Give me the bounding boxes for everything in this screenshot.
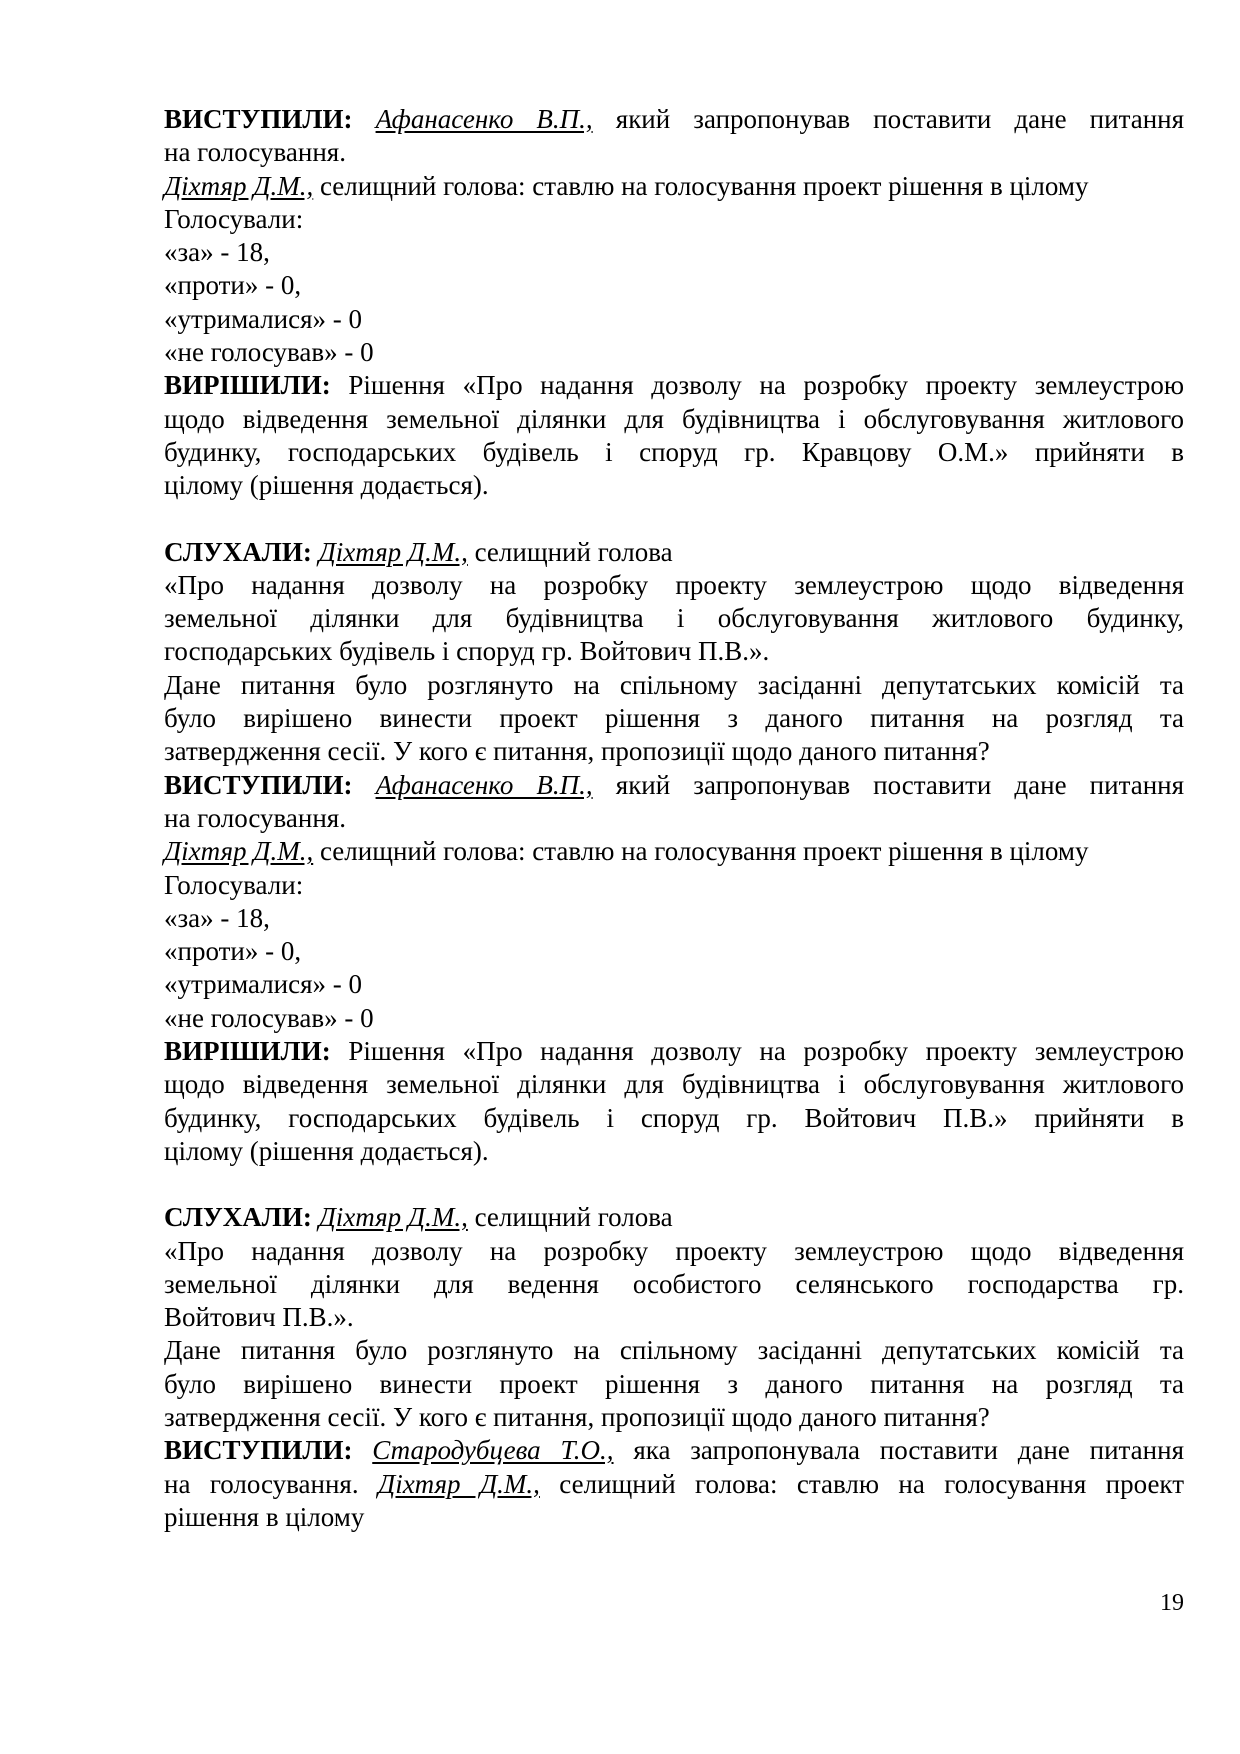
speaker-line: на голосування. Діхтяр Д.М., селищний голова: ставлю на голосування проект [164, 1468, 1184, 1499]
document-page [164, 103, 1184, 1534]
votes-title: Голосували: [164, 203, 304, 234]
vote-abstain: «утрималися» - 0 [164, 969, 363, 1000]
block-3 [164, 1201, 1184, 1534]
text-line: рішення в цілому [164, 1501, 365, 1532]
section-label: ВИСТУПИЛИ: [164, 104, 353, 134]
decision-line: ВИРІШИЛИ: Рішення «Про надання дозволу на розробку проекту землеустрою [164, 1036, 1184, 1067]
topic-line: «Про надання дозволу на розробку проекту землеустрою щодо відведення [164, 569, 1184, 600]
section-label: ВИСТУПИЛИ: [164, 769, 353, 800]
spacer [164, 503, 1184, 536]
speaker-line: ВИСТУПИЛИ: Афанасенко В.П., який запропонував поставити дане питання [164, 104, 1185, 134]
text-line: було вирішено винести проект рішення з даного питання на розгляд та [164, 703, 1184, 734]
speaker-line: ВИСТУПИЛИ: Афанасенко В.П., який запропонував поставити дане питання [164, 769, 1185, 800]
section-label: СЛУХАЛИ: [164, 1202, 312, 1233]
vote-abstain: «утрималися» - 0 [164, 303, 363, 334]
topic-line: земельної ділянки для будівництва і обслуговування житлового будинку, [164, 603, 1184, 634]
decision-line: цілому (рішення додається). [164, 1135, 489, 1166]
topic-line: господарських будівель і споруд гр. Войтович П.В.». [164, 636, 770, 667]
text-line: затвердження сесії. У кого є питання, пропозиції щодо даного питання? [164, 1401, 990, 1432]
vote-not-voted: «не голосував» - 0 [164, 1002, 374, 1033]
speaker-line: ВИСТУПИЛИ: Стародубцева Т.О., яка запропонувала поставити дане питання [164, 1435, 1184, 1466]
topic-line: Войтович П.В.». [164, 1302, 354, 1333]
text-line: на голосування. [164, 137, 346, 168]
vote-not-voted: «не голосував» - 0 [164, 337, 374, 368]
votes-title: Голосували: [164, 869, 304, 900]
text-line: на голосування. [164, 802, 346, 833]
section-label: СЛУХАЛИ: [164, 536, 312, 567]
section-label: ВИРІШИЛИ: [164, 1036, 331, 1067]
vote-for: «за» - 18, [164, 237, 270, 268]
section-label: ВИСТУПИЛИ: [164, 1435, 353, 1466]
speaker-line: Діхтяр Д.М., селищний голова: ставлю на голосування проект рішення в цілому [164, 170, 1089, 201]
decision-line: будинку, господарських будівель і споруд гр. Кравцову О.М.» прийняти в [164, 436, 1184, 467]
speaker-name: Афанасенко В.П., [375, 104, 593, 134]
vote-against: «проти» - 0, [164, 270, 302, 301]
text-line: було вирішено винести проект рішення з даного питання на розгляд та [164, 1368, 1184, 1399]
decision-line: щодо відведення земельної ділянки для будівництва і обслуговування житлового [164, 403, 1184, 434]
speaker-line: Діхтяр Д.М., селищний голова: ставлю на голосування проект рішення в цілому [164, 836, 1089, 867]
speaker-name: Діхтяр Д.М., [164, 170, 314, 201]
decision-line: щодо відведення земельної ділянки для будівництва і обслуговування житлового [164, 1069, 1184, 1100]
speaker-name: Стародубцева Т.О., [372, 1435, 614, 1466]
speaker-name: Діхтяр Д.М., [378, 1468, 540, 1499]
decision-line: ВИРІШИЛИ: Рішення «Про надання дозволу на розробку проекту землеустрою [164, 370, 1184, 401]
speaker-name: Діхтяр Д.М., [164, 836, 314, 867]
speaker-name: Діхтяр Д.М., [318, 1202, 468, 1233]
heard-line: СЛУХАЛИ: Діхтяр Д.М., селищний голова [164, 536, 673, 567]
topic-line: «Про надання дозволу на розробку проекту землеустрою щодо відведення [164, 1235, 1184, 1266]
decision-line: будинку, господарських будівель і споруд гр. Войтович П.В.» прийняти в [164, 1102, 1184, 1133]
decision-line: цілому (рішення додається). [164, 470, 489, 501]
section-label: ВИРІШИЛИ: [164, 370, 331, 401]
text-line: Дане питання було розглянуто на спільному засіданні депутатських комісій та [164, 1335, 1184, 1366]
block-1 [164, 103, 1184, 503]
vote-against: «проти» - 0, [164, 936, 302, 967]
heard-line: СЛУХАЛИ: Діхтяр Д.М., селищний голова [164, 1202, 673, 1233]
spacer [164, 1168, 1184, 1201]
text-line: затвердження сесії. У кого є питання, пропозиції щодо даного питання? [164, 736, 990, 767]
speaker-name: Афанасенко В.П., [375, 769, 593, 800]
topic-line: земельної ділянки для ведення особистого селянського господарства гр. [164, 1268, 1184, 1299]
speaker-name: Діхтяр Д.М., [318, 536, 468, 567]
block-2 [164, 536, 1184, 1169]
vote-for: «за» - 18, [164, 902, 270, 933]
text-line: Дане питання було розглянуто на спільному засіданні депутатських комісій та [164, 669, 1184, 700]
page-number: 19 [1160, 1590, 1184, 1616]
